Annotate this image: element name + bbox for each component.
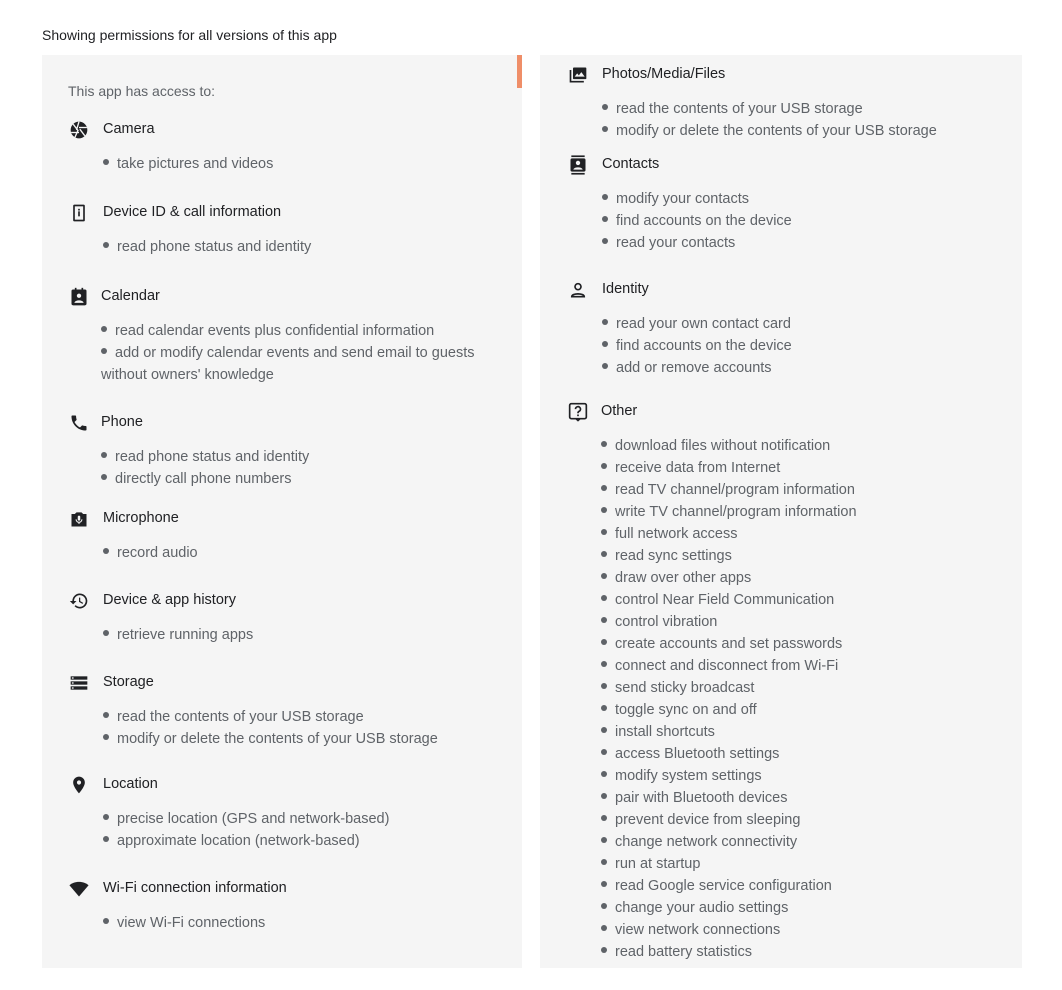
group-title: Photos/Media/Files bbox=[602, 66, 726, 82]
permission-item: find accounts on the device bbox=[602, 210, 792, 232]
permission-item: read calendar events plus confidential information bbox=[101, 320, 481, 342]
permission-item: control vibration bbox=[601, 611, 857, 633]
group-title: Phone bbox=[101, 414, 143, 430]
permission-item: approximate location (network-based) bbox=[103, 830, 389, 852]
permission-item: read phone status and identity bbox=[101, 446, 309, 468]
other-icon bbox=[567, 401, 589, 423]
permission-item: read your contacts bbox=[602, 232, 792, 254]
microphone-icon bbox=[68, 508, 90, 530]
device-id-icon bbox=[68, 202, 90, 224]
permission-item: read phone status and identity bbox=[103, 236, 311, 258]
permission-item: modify or delete the contents of your USB storage bbox=[602, 120, 937, 142]
permission-item: read battery statistics bbox=[601, 941, 857, 963]
permission-item: modify your contacts bbox=[602, 188, 792, 210]
permission-item: connect and disconnect from Wi-Fi bbox=[601, 655, 857, 677]
permission-item: read the contents of your USB storage bbox=[103, 706, 438, 728]
permission-item: view network connections bbox=[601, 919, 857, 941]
permission-item: view Wi-Fi connections bbox=[103, 912, 265, 934]
permission-item: add or remove accounts bbox=[602, 357, 792, 379]
permission-item: install shortcuts bbox=[601, 721, 857, 743]
permission-item: prevent device from sleeping bbox=[601, 809, 857, 831]
permission-item: pair with Bluetooth devices bbox=[601, 787, 857, 809]
permission-item: write TV channel/program information bbox=[601, 501, 857, 523]
permission-item: download files without notification bbox=[601, 435, 857, 457]
group-title: Identity bbox=[602, 281, 649, 297]
permission-item: change your audio settings bbox=[601, 897, 857, 919]
access-intro: This app has access to: bbox=[68, 83, 216, 99]
group-title: Calendar bbox=[101, 288, 160, 304]
permission-item: run at startup bbox=[601, 853, 857, 875]
group-title: Device ID & call information bbox=[103, 204, 282, 220]
location-icon bbox=[68, 774, 90, 796]
permission-item: precise location (GPS and network-based) bbox=[103, 808, 389, 830]
photos-icon bbox=[567, 64, 589, 86]
phone-icon bbox=[68, 412, 90, 434]
permission-item: record audio bbox=[103, 542, 198, 564]
identity-icon bbox=[567, 279, 589, 301]
camera-icon bbox=[68, 119, 90, 141]
page-title: Showing permissions for all versions of this app bbox=[42, 27, 337, 43]
wifi-icon bbox=[68, 878, 90, 900]
permission-item: find accounts on the device bbox=[602, 335, 792, 357]
permission-item: access Bluetooth settings bbox=[601, 743, 857, 765]
permission-item: read TV channel/program information bbox=[601, 479, 857, 501]
group-title: Microphone bbox=[103, 510, 179, 526]
permission-item: take pictures and videos bbox=[103, 153, 273, 175]
permission-item: directly call phone numbers bbox=[101, 468, 309, 490]
group-title: Location bbox=[103, 776, 158, 792]
group-title: Contacts bbox=[602, 156, 660, 172]
scroll-indicator[interactable] bbox=[517, 55, 522, 88]
permission-item: send sticky broadcast bbox=[601, 677, 857, 699]
group-title: Other bbox=[601, 403, 638, 419]
calendar-icon bbox=[68, 286, 90, 308]
group-title: Storage bbox=[103, 674, 154, 690]
permission-item: change network connectivity bbox=[601, 831, 857, 853]
group-title: Device & app history bbox=[103, 592, 236, 608]
group-title: Camera bbox=[103, 121, 155, 137]
permission-item: add or modify calendar events and send email to guests without owners' knowledge bbox=[101, 345, 475, 383]
permission-item: draw over other apps bbox=[601, 567, 857, 589]
permission-item: receive data from Internet bbox=[601, 457, 857, 479]
permission-item: read sync settings bbox=[601, 545, 857, 567]
permission-item: create accounts and set passwords bbox=[601, 633, 857, 655]
storage-icon bbox=[68, 672, 90, 694]
permission-item: read Google service configuration bbox=[601, 875, 857, 897]
permission-item: retrieve running apps bbox=[103, 624, 253, 646]
permission-item: toggle sync on and off bbox=[601, 699, 857, 721]
history-icon bbox=[68, 590, 90, 612]
contacts-icon bbox=[567, 154, 589, 176]
permission-item: full network access bbox=[601, 523, 857, 545]
permission-item: control Near Field Communication bbox=[601, 589, 857, 611]
permission-item: read your own contact card bbox=[602, 313, 792, 335]
group-title: Wi-Fi connection information bbox=[103, 880, 287, 896]
permission-item: modify or delete the contents of your USB storage bbox=[103, 728, 438, 750]
permission-item: read the contents of your USB storage bbox=[602, 98, 937, 120]
permission-item: modify system settings bbox=[601, 765, 857, 787]
